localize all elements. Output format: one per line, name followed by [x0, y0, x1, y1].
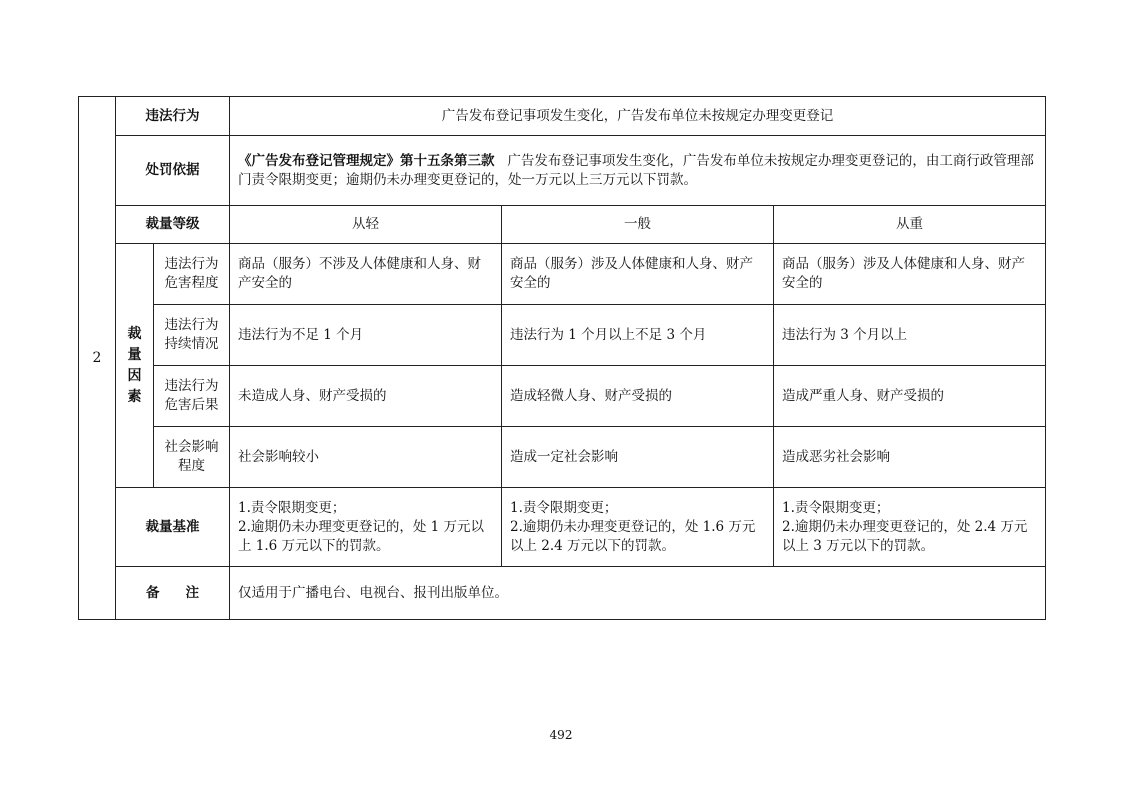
factor-name-line: 持续情况 [164, 336, 219, 352]
factor-row-duration [79, 305, 1046, 366]
factor-cell: 造成轻微人身、财产受损的 [502, 366, 774, 427]
factor-cell: 商品（服务）不涉及人体健康和人身、财产安全的 [230, 244, 502, 305]
factors-label-char: 量 [127, 346, 142, 363]
remarks-row [79, 567, 1046, 620]
factors-label-char: 素 [127, 388, 142, 405]
factor-name [154, 366, 230, 427]
factor-name-line: 程度 [178, 458, 205, 474]
factor-cell: 商品（服务）涉及人体健康和人身、财产安全的 [502, 244, 774, 305]
row-number: 2 [79, 97, 116, 620]
violation-text: 广告发布登记事项发生变化，广告发布单位未按规定办理变更登记 [230, 97, 1046, 136]
grade-label: 裁量等级 [116, 206, 230, 244]
standard-cell-light [230, 488, 502, 567]
remarks-text: 仅适用于广播电台、电视台、报刊出版单位。 [230, 567, 1046, 620]
page-number: 492 [549, 728, 573, 742]
standard-row [79, 488, 1046, 567]
violation-label: 违法行为 [116, 97, 230, 136]
factor-name-line: 违法行为 [164, 317, 219, 333]
factor-row-social-impact [79, 427, 1046, 488]
standard-line: 1.责令限期变更； [238, 499, 346, 516]
factor-cell: 未造成人身、财产受损的 [230, 366, 502, 427]
grade-row [79, 206, 1046, 244]
remarks-label: 备注 [116, 567, 230, 620]
grade-light: 从轻 [230, 206, 502, 244]
factor-cell: 违法行为不足 1 个月 [230, 305, 502, 366]
factor-cell: 违法行为 3 个月以上 [774, 305, 1046, 366]
standard-line: 2.逾期仍未办理变更登记的，处 1.6 万元以上 2.4 万元以下的罚款。 [510, 518, 756, 554]
factor-name-line: 社会影响 [164, 439, 219, 455]
basis-cell [230, 136, 1046, 206]
basis-row [79, 136, 1046, 206]
grade-heavy: 从重 [774, 206, 1046, 244]
factor-name-line: 违法行为 [164, 378, 219, 394]
standard-line: 2.逾期仍未办理变更登记的，处 1 万元以上 1.6 万元以下的罚款。 [238, 518, 485, 554]
factors-label [116, 244, 154, 488]
factor-cell: 商品（服务）涉及人体健康和人身、财产安全的 [774, 244, 1046, 305]
factor-name-line: 违法行为 [164, 256, 219, 272]
factor-cell: 社会影响较小 [230, 427, 502, 488]
standard-cell-normal [502, 488, 774, 567]
factor-name [154, 244, 230, 305]
standard-line: 1.责令限期变更； [782, 499, 890, 516]
factor-cell: 造成一定社会影响 [502, 427, 774, 488]
factor-row-consequence [79, 366, 1046, 427]
factor-row-harm-degree [79, 244, 1046, 305]
basis-label: 处罚依据 [116, 136, 230, 206]
standard-line: 2.逾期仍未办理变更登记的，处 2.4 万元以上 3 万元以下的罚款。 [782, 518, 1028, 554]
factor-cell: 造成恶劣社会影响 [774, 427, 1046, 488]
standard-line: 1.责令限期变更； [510, 499, 618, 516]
factor-name [154, 427, 230, 488]
factor-cell: 造成严重人身、财产受损的 [774, 366, 1046, 427]
factor-name [154, 305, 230, 366]
standard-cell-heavy [774, 488, 1046, 567]
basis-text: 广告发布登记事项发生变化，广告发布单位未按规定办理变更登记的，由工商行政管理部门责令限期变更；逾期仍未办理变更登记的，处一万元以上三万元以下罚款。 [238, 152, 1034, 188]
factor-name-line: 危害程度 [164, 275, 219, 291]
basis-lead: 《广告发布登记管理规定》第十五条第三款 [238, 152, 495, 169]
standard-label: 裁量基准 [116, 488, 230, 567]
violation-row [79, 97, 1046, 136]
discretion-standard-table [78, 96, 1046, 620]
factors-label-char: 裁 [127, 325, 142, 342]
factor-cell: 违法行为 1 个月以上不足 3 个月 [502, 305, 774, 366]
factor-name-line: 危害后果 [164, 397, 219, 413]
factors-label-char: 因 [127, 367, 142, 384]
grade-normal: 一般 [502, 206, 774, 244]
